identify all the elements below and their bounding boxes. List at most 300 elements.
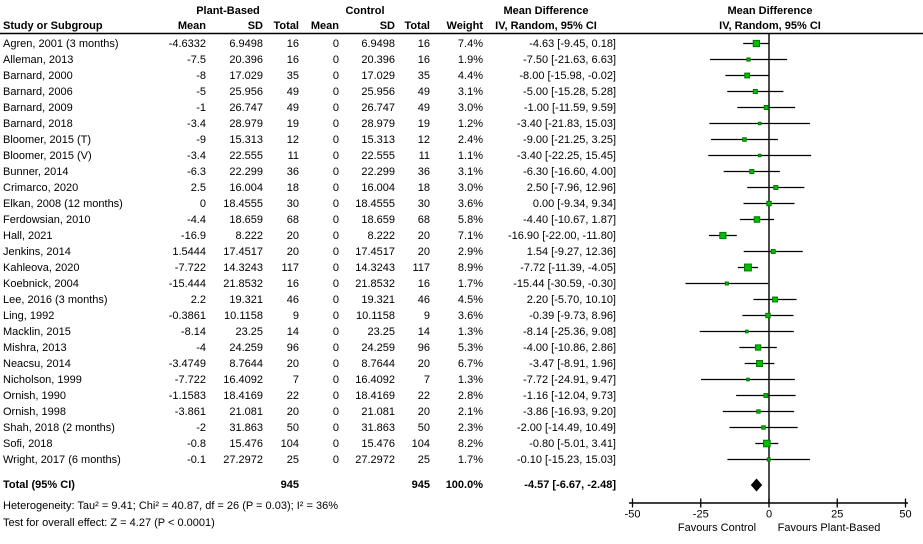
study-row (0, 436, 923, 452)
control-sd: 10.1158 (356, 309, 395, 322)
treatment-n: 18 (286, 181, 299, 194)
control-sd: 22.555 (361, 149, 395, 162)
control-n: 104 (411, 437, 430, 450)
treatment-sd: 26.747 (229, 101, 263, 114)
study-row (0, 132, 923, 148)
treatment-mean: -8 (196, 69, 206, 82)
treatment-sd: 16.4092 (223, 373, 263, 386)
treatment-n: 9 (292, 309, 299, 322)
study-name: Hall, 2021 (3, 229, 53, 242)
study-row (0, 452, 923, 468)
axis-tick-label: -25 (692, 508, 709, 521)
control-mean: 0 (332, 181, 339, 194)
control-n: 35 (417, 69, 430, 82)
weight-column-header: Weight (446, 20, 483, 32)
study-name: Ling, 1992 (3, 309, 55, 322)
study-row (0, 212, 923, 228)
treatment-sd: 15.313 (229, 133, 263, 146)
study-name: Macklin, 2015 (3, 325, 71, 338)
treatment-n: 117 (281, 261, 299, 274)
study-weight: 1.3% (457, 373, 483, 386)
treatment-sd: 18.4555 (223, 197, 263, 210)
md-estimate-text: -15.44 [-30.59, -0.30] (513, 277, 616, 290)
study-row (0, 52, 923, 68)
treatment-mean: -15.444 (168, 277, 206, 290)
study-name: Barnard, 2009 (3, 101, 73, 114)
control-mean: 0 (332, 133, 339, 146)
study-row (0, 372, 923, 388)
treatment-mean: -0.3861 (168, 309, 206, 322)
study-weight: 1.7% (457, 453, 483, 466)
study-weight: 3.6% (457, 197, 483, 210)
study-row (0, 324, 923, 340)
favours-treatment-label: Favours Plant-Based (777, 522, 881, 534)
control-group-header: Control (345, 5, 385, 17)
md-column-title: Mean Difference (503, 5, 589, 17)
control-sd: 16.004 (361, 181, 395, 194)
header-group-row (0, 3, 923, 19)
treatment-sd: 16.004 (229, 181, 263, 194)
treatment-n: 20 (286, 405, 299, 418)
control-n: 50 (417, 421, 430, 434)
md-estimate-text: 2.50 [-7.96, 12.96] (526, 181, 616, 194)
study-weight: 1.3% (457, 325, 483, 338)
treatment-n: 16 (286, 277, 299, 290)
study-weight: 8.2% (457, 437, 483, 450)
control-mean: 0 (332, 117, 339, 130)
control-sd: 26.747 (361, 101, 395, 114)
total-treatment-n: 945 (280, 479, 299, 491)
treatment-sd: 18.659 (229, 213, 263, 226)
control-mean: 0 (332, 37, 339, 50)
treatment-n: 20 (286, 245, 299, 258)
control-sd: 14.3243 (355, 261, 395, 274)
total-label: Total (95% CI) (3, 479, 75, 491)
treatment-mean: -0.1 (187, 453, 206, 466)
md-estimate-text: -4.40 [-10.67, 1.87] (523, 213, 616, 226)
study-weight: 5.8% (457, 213, 483, 226)
treatment-n: 20 (286, 229, 299, 242)
control-sd: 8.7644 (361, 357, 395, 370)
md-estimate-text: -3.47 [-8.91, 1.96] (529, 357, 616, 370)
treatment-n: 50 (286, 421, 299, 434)
control-mean: 0 (332, 101, 339, 114)
treatment-sd: 17.4517 (223, 245, 263, 258)
control-sd: 31.863 (361, 421, 395, 434)
control-n: 16 (417, 37, 430, 50)
md-estimate-text: -0.10 [-15.23, 15.03] (516, 453, 616, 466)
study-weight: 6.7% (457, 357, 483, 370)
study-weight: 2.1% (457, 405, 483, 418)
control-mean-header: Mean (310, 20, 339, 32)
study-row (0, 356, 923, 372)
total-weight: 100.0% (445, 479, 483, 491)
control-mean: 0 (332, 53, 339, 66)
control-sd: 6.9498 (361, 37, 395, 50)
control-n: 12 (417, 133, 430, 146)
md-estimate-text: -0.39 [-9.73, 8.96] (529, 309, 616, 322)
control-sd: 15.313 (361, 133, 395, 146)
control-mean: 0 (332, 85, 339, 98)
treatment-mean: -16.9 (180, 229, 206, 242)
control-n: 46 (417, 293, 430, 306)
treatment-n: 19 (286, 117, 299, 130)
control-mean: 0 (332, 213, 339, 226)
treatment-mean: -8.14 (180, 325, 206, 338)
plot-title: Mean Difference (727, 5, 813, 17)
study-column-header: Study or Subgroup (3, 20, 103, 32)
study-name: Neacsu, 2014 (3, 357, 71, 370)
study-weight: 1.2% (457, 117, 483, 130)
treatment-sd: 17.029 (229, 69, 263, 82)
treatment-mean: -3.4 (187, 117, 206, 130)
study-name: Agren, 2001 (3 months) (3, 37, 119, 50)
md-estimate-text: -5.00 [-15.28, 5.28] (523, 85, 616, 98)
control-n: 25 (417, 453, 430, 466)
md-estimate-text: -6.30 [-16.60, 4.00] (523, 165, 616, 178)
study-row (0, 244, 923, 260)
control-sd: 15.476 (361, 437, 395, 450)
treatment-sd-header: SD (247, 20, 263, 32)
treatment-total-header: Total (273, 20, 299, 32)
study-weight: 3.6% (457, 309, 483, 322)
study-name: Jenkins, 2014 (3, 245, 71, 258)
study-name: Koebnick, 2004 (3, 277, 79, 290)
study-weight: 3.1% (457, 165, 483, 178)
plot-subtitle: IV, Random, 95% CI (719, 20, 821, 32)
study-weight: 8.9% (457, 261, 483, 274)
study-row (0, 68, 923, 84)
treatment-sd: 22.299 (229, 165, 263, 178)
treatment-sd: 28.979 (229, 117, 263, 130)
control-n: 7 (423, 373, 430, 386)
control-mean: 0 (332, 261, 339, 274)
control-n: 20 (417, 229, 430, 242)
control-n: 22 (417, 389, 430, 402)
control-sd: 18.659 (361, 213, 395, 226)
md-estimate-text: -1.00 [-11.59, 9.59] (523, 101, 616, 114)
treatment-sd: 21.081 (229, 405, 263, 418)
md-estimate-text: -8.00 [-15.98, -0.02] (519, 69, 616, 82)
study-row (0, 404, 923, 420)
treatment-sd: 25.956 (229, 85, 263, 98)
study-name: Bunner, 2014 (3, 165, 69, 178)
treatment-mean-header: Mean (177, 20, 206, 32)
treatment-n: 12 (286, 133, 299, 146)
control-n: 68 (417, 213, 430, 226)
study-weight: 1.9% (457, 53, 483, 66)
control-n: 36 (417, 165, 430, 178)
control-n: 20 (417, 405, 430, 418)
axis-tick-label: 25 (831, 508, 844, 521)
treatment-n: 14 (286, 325, 299, 338)
treatment-mean: -0.8 (187, 437, 206, 450)
total-row (0, 477, 923, 493)
study-name: Ferdowsian, 2010 (3, 213, 91, 226)
control-sd: 22.299 (361, 165, 395, 178)
control-sd: 16.4092 (355, 373, 395, 386)
study-name: Nicholson, 1999 (3, 373, 82, 386)
treatment-sd: 8.222 (235, 229, 263, 242)
control-mean: 0 (332, 197, 339, 210)
study-weight: 7.4% (457, 37, 483, 50)
study-weight: 1.1% (457, 149, 483, 162)
treatment-mean: -3.861 (174, 405, 206, 418)
treatment-sd: 8.7644 (229, 357, 263, 370)
treatment-mean: -3.4 (187, 149, 206, 162)
control-mean: 0 (332, 69, 339, 82)
treatment-n: 49 (286, 85, 299, 98)
treatment-mean: -9 (196, 133, 206, 146)
study-name: Bloomer, 2015 (V) (3, 149, 92, 162)
study-name: Barnard, 2006 (3, 85, 73, 98)
control-n: 30 (417, 197, 430, 210)
treatment-mean: -7.5 (187, 53, 206, 66)
control-n: 16 (417, 53, 430, 66)
study-row (0, 228, 923, 244)
treatment-sd: 15.476 (229, 437, 263, 450)
study-name: Crimarco, 2020 (3, 181, 79, 194)
treatment-n: 20 (286, 357, 299, 370)
control-mean: 0 (332, 293, 339, 306)
control-n: 96 (417, 341, 430, 354)
control-mean: 0 (332, 149, 339, 162)
treatment-mean: -1 (196, 101, 206, 114)
control-n: 117 (412, 261, 430, 274)
control-mean: 0 (332, 357, 339, 370)
study-weight: 2.4% (457, 133, 483, 146)
study-name: Shah, 2018 (2 months) (3, 421, 115, 434)
study-row (0, 100, 923, 116)
treatment-n: 68 (286, 213, 299, 226)
treatment-sd: 14.3243 (223, 261, 263, 274)
md-estimate-text: -7.72 [-24.91, 9.47] (523, 373, 616, 386)
study-name: Alleman, 2013 (3, 53, 74, 66)
md-estimate-text: -4.63 [-9.45, 0.18] (529, 37, 616, 50)
study-weight: 4.5% (457, 293, 483, 306)
axis-tick-label: 0 (765, 508, 773, 521)
control-n: 14 (417, 325, 430, 338)
study-row (0, 340, 923, 356)
md-estimate-text: -3.40 [-21.83, 15.03] (516, 117, 616, 130)
control-n: 16 (417, 277, 430, 290)
control-mean: 0 (332, 229, 339, 242)
treatment-sd: 19.321 (229, 293, 263, 306)
treatment-n: 36 (286, 165, 299, 178)
control-sd: 8.222 (367, 229, 395, 242)
treatment-n: 35 (286, 69, 299, 82)
study-row (0, 36, 923, 52)
control-n: 19 (417, 117, 430, 130)
control-sd: 18.4169 (355, 389, 395, 402)
study-weight: 7.1% (457, 229, 483, 242)
study-row (0, 148, 923, 164)
control-mean: 0 (332, 373, 339, 386)
study-weight: 4.4% (457, 69, 483, 82)
treatment-mean: 2.5 (190, 181, 206, 194)
treatment-n: 96 (286, 341, 299, 354)
control-n: 49 (417, 85, 430, 98)
control-sd: 28.979 (361, 117, 395, 130)
md-column-subtitle: IV, Random, 95% CI (495, 20, 597, 32)
treatment-mean: -4.6332 (168, 37, 206, 50)
treatment-sd: 31.863 (229, 421, 263, 434)
axis-tick-label: -50 (624, 508, 641, 521)
treatment-sd: 20.396 (229, 53, 263, 66)
total-md-estimate: -4.57 [-6.67, -2.48] (524, 479, 616, 491)
treatment-mean: -4 (196, 341, 206, 354)
study-row (0, 260, 923, 276)
treatment-sd: 10.1158 (224, 309, 263, 322)
study-weight: 5.3% (457, 341, 483, 354)
treatment-sd: 27.2972 (223, 453, 263, 466)
control-n: 18 (417, 181, 430, 194)
study-weight: 1.7% (457, 277, 483, 290)
treatment-n: 7 (292, 373, 299, 386)
md-estimate-text: -3.86 [-16.93, 9.20] (523, 405, 616, 418)
control-sd-header: SD (379, 20, 395, 32)
treatment-mean: -5 (196, 85, 206, 98)
study-name: Barnard, 2000 (3, 69, 73, 82)
axis-tick-label: 50 (899, 508, 912, 521)
control-mean: 0 (332, 405, 339, 418)
total-control-n: 945 (411, 479, 430, 491)
treatment-mean: 2.2 (190, 293, 206, 306)
treatment-sd: 21.8532 (223, 277, 263, 290)
study-name: Elkan, 2008 (12 months) (3, 197, 123, 210)
treatment-mean: -2 (196, 421, 206, 434)
study-row (0, 84, 923, 100)
control-n: 20 (417, 357, 430, 370)
control-mean: 0 (332, 309, 339, 322)
treatment-n: 16 (286, 37, 299, 50)
treatment-mean: 0 (199, 197, 206, 210)
treatment-mean: -7.722 (174, 261, 206, 274)
md-estimate-text: -9.00 [-21.25, 3.25] (523, 133, 616, 146)
study-weight: 3.0% (457, 101, 483, 114)
control-sd: 19.321 (361, 293, 395, 306)
treatment-n: 104 (280, 437, 299, 450)
study-name: Mishra, 2013 (3, 341, 67, 354)
md-estimate-text: -1.16 [-12.04, 9.73] (523, 389, 616, 402)
study-name: Ornish, 1998 (3, 405, 66, 418)
md-estimate-text: -3.40 [-22.25, 15.45] (516, 149, 616, 162)
treatment-n: 46 (286, 293, 299, 306)
study-weight: 3.0% (457, 181, 483, 194)
study-name: Wright, 2017 (6 months) (3, 453, 121, 466)
control-sd: 20.396 (361, 53, 395, 66)
control-mean: 0 (332, 453, 339, 466)
md-estimate-text: -16.90 [-22.00, -11.80] (507, 229, 616, 242)
control-sd: 17.029 (361, 69, 395, 82)
study-name: Bloomer, 2015 (T) (3, 133, 92, 146)
study-row (0, 420, 923, 436)
control-mean: 0 (332, 277, 339, 290)
study-name: Lee, 2016 (3 months) (3, 293, 108, 306)
control-mean: 0 (332, 165, 339, 178)
treatment-n: 25 (286, 453, 299, 466)
heterogeneity-stat: Heterogeneity: Tau² = 9.41; Chi² = 40.87, df = 26 (P = 0.03); I² = 36% (3, 500, 338, 512)
treatment-mean: -3.4749 (168, 357, 206, 370)
control-mean: 0 (332, 341, 339, 354)
md-estimate-text: 0.00 [-9.34, 9.34] (532, 197, 616, 210)
treatment-mean: -6.3 (187, 165, 206, 178)
md-estimate-text: -8.14 [-25.36, 9.08] (523, 325, 616, 338)
md-estimate-text: -7.72 [-11.39, -4.05] (520, 261, 616, 274)
treatment-sd: 22.555 (229, 149, 263, 162)
treatment-n: 22 (286, 389, 299, 402)
control-mean: 0 (332, 325, 339, 338)
control-sd: 24.259 (361, 341, 395, 354)
control-mean: 0 (332, 389, 339, 402)
control-n: 49 (417, 101, 430, 114)
treatment-sd: 6.9498 (229, 37, 263, 50)
control-sd: 23.25 (367, 325, 395, 338)
control-mean: 0 (332, 421, 339, 434)
control-mean: 0 (332, 245, 339, 258)
study-weight: 2.8% (457, 389, 483, 402)
study-row (0, 276, 923, 292)
treatment-n: 30 (286, 197, 299, 210)
control-n: 11 (418, 149, 430, 162)
control-sd: 27.2972 (355, 453, 395, 466)
study-weight: 2.3% (457, 421, 483, 434)
study-row (0, 308, 923, 324)
control-n: 20 (417, 245, 430, 258)
control-sd: 17.4517 (355, 245, 395, 258)
treatment-mean: -4.4 (187, 213, 206, 226)
study-name: Ornish, 1990 (3, 389, 66, 402)
treatment-n: 49 (286, 101, 299, 114)
study-name: Sofi, 2018 (3, 437, 53, 450)
control-sd: 21.081 (361, 405, 395, 418)
control-sd: 18.4555 (355, 197, 395, 210)
study-row (0, 180, 923, 196)
treatment-mean: -1.1583 (168, 389, 206, 402)
overall-effect-stat: Test for overall effect: Z = 4.27 (P < 0.0001) (3, 517, 215, 529)
md-estimate-text: -7.50 [-21.63, 6.63] (523, 53, 616, 66)
header-columns-row (0, 18, 923, 34)
favours-control-label: Favours Control (677, 522, 757, 534)
treatment-sd: 23.25 (235, 325, 263, 338)
study-name: Barnard, 2018 (3, 117, 73, 130)
treatment-mean: 1.5444 (172, 245, 206, 258)
study-row (0, 388, 923, 404)
treatment-sd: 24.259 (229, 341, 263, 354)
md-estimate-text: -4.00 [-10.86, 2.86] (523, 341, 616, 354)
md-estimate-text: -0.80 [-5.01, 3.41] (529, 437, 616, 450)
study-weight: 2.9% (457, 245, 483, 258)
study-name: Kahleova, 2020 (3, 261, 80, 274)
treatment-mean: -7.722 (174, 373, 206, 386)
control-sd: 25.956 (361, 85, 395, 98)
treatment-sd: 18.4169 (223, 389, 263, 402)
control-mean: 0 (332, 437, 339, 450)
study-row (0, 164, 923, 180)
control-n: 9 (423, 309, 430, 322)
study-row (0, 196, 923, 212)
treatment-n: 16 (286, 53, 299, 66)
study-row (0, 292, 923, 308)
control-total-header: Total (404, 20, 430, 32)
treatment-n: 11 (287, 149, 299, 162)
treatment-group-header: Plant-Based (196, 5, 260, 17)
md-estimate-text: 1.54 [-9.27, 12.36] (526, 245, 616, 258)
md-estimate-text: 2.20 [-5.70, 10.10] (526, 293, 616, 306)
control-sd: 21.8532 (355, 277, 395, 290)
md-estimate-text: -2.00 [-14.49, 10.49] (516, 421, 616, 434)
study-row (0, 116, 923, 132)
